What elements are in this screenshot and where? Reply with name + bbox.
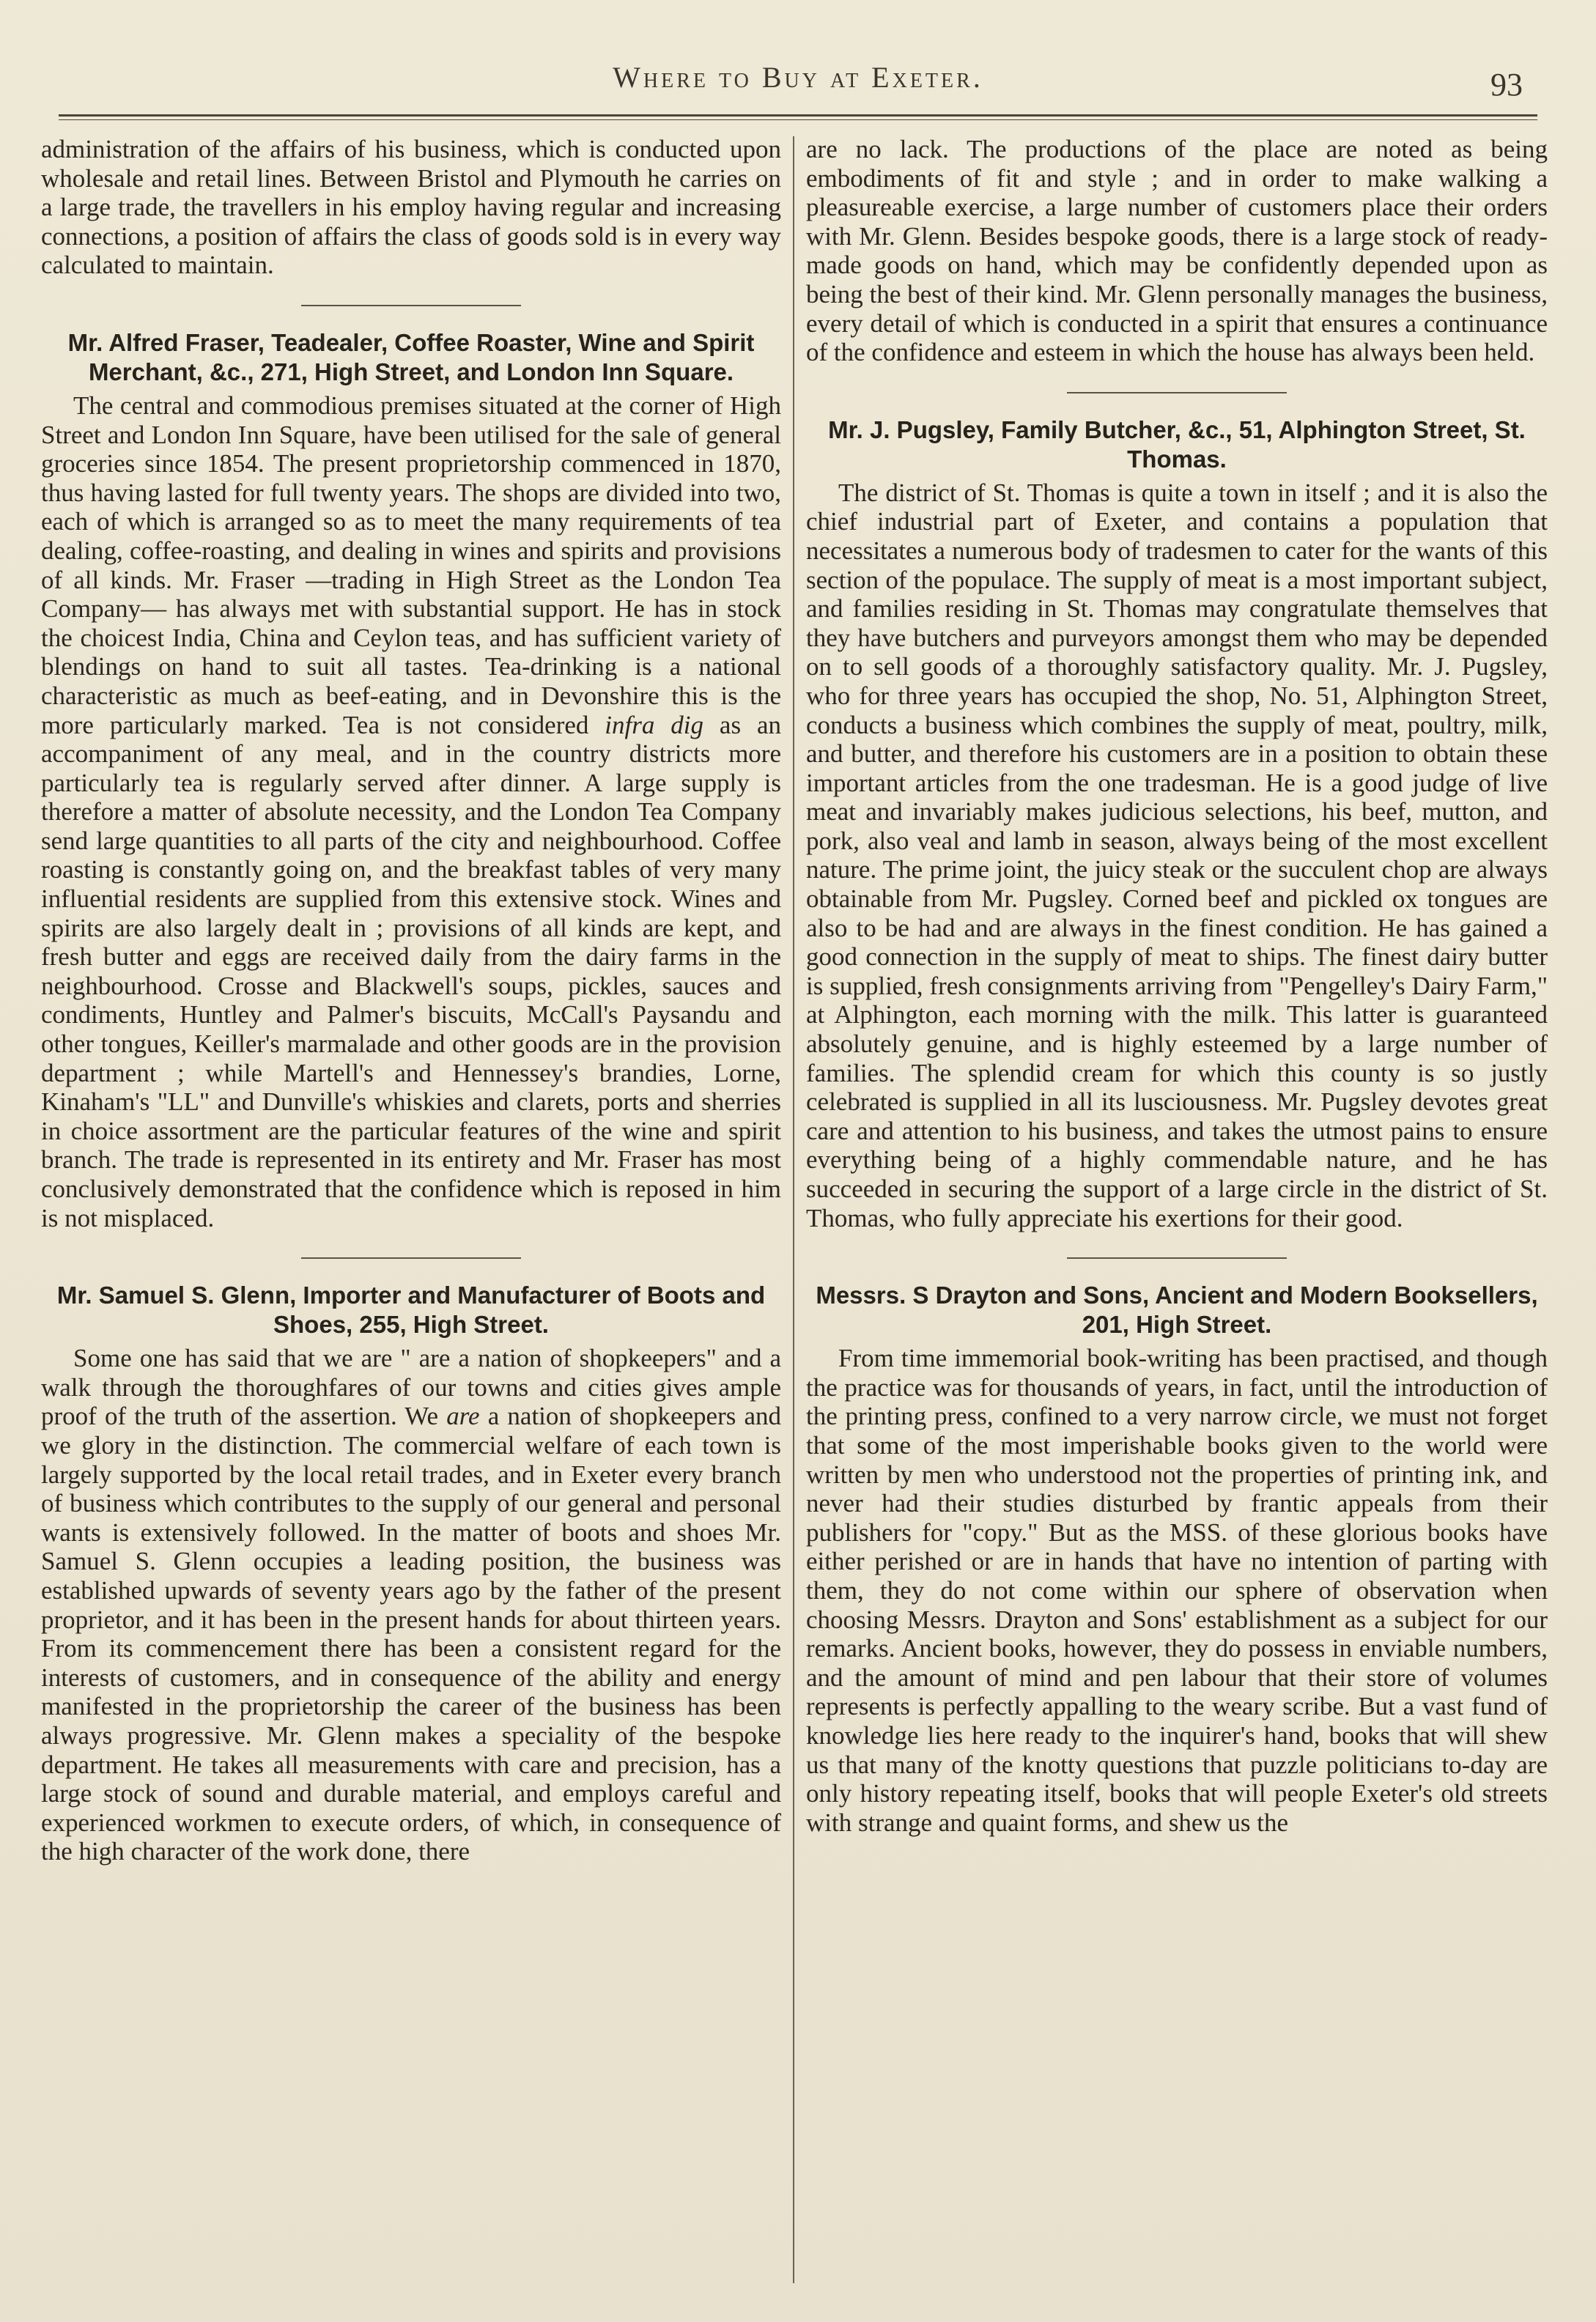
glenn-body-part2: a nation of shopkeepers and we glory in the distinction. The commercial welfare of each town is largely supported by the local retail trades, and in Exeter every branch of business which contributes to the supply of our general and personal wants is extensively followed. In the matter of boots and shoes Mr. Samuel S. Glenn occupies a leading position, the business was established upwards of seventy years ago by the father of the present proprietor, and it has been in the present hands for about thirteen years. From its commencement there has been a consistent regard for the interests of customers, and in consequence of the ability and energy manifested in the proprietorship the career of the business has been always progressive. Mr. Glenn makes a speciality of the bespoke department. He takes all measurements with care and precision, has a large stock of sound and durable material, and employs careful and experienced workmen to execute orders, of which, in consequence of the high character of the work done, there [41, 1402, 782, 1866]
fraser-body-part2: as an accompaniment of any meal, and in the country districts more particularly tea is regularly served after dinner. A large supply is therefore a matter of absolute necessity, and the London Tea Company send large quantities to all parts of the city and neighbourhood. Coffee roasting is constantly going on, and the breakfast tables of very many influential residents are supplied from this extensive stock. Wines and spirits are also largely dealt in ; provisions of all kinds are kept, and fresh butter and eggs are received daily from the dairy farms in the neighbourhood. Crosse and Blackwell's soups, pickles, sauces and condiments, Huntley and Palmer's biscuits, McCall's Paysandu and other tongues, Keiller's marmalade and other goods are in the provision department ; while Martell's and Hennessey's brandies, Lorne, Kinaham's "LL" and Dunville's whiskies and clarets, ports and sherries in choice assortment are the particular features of the wine and spirit branch. The trade is represented in its entirety and Mr. Fraser has most conclusively demonstrated that the confidence which is reposed in him is not misplaced. [41, 710, 781, 1232]
running-title: Where to Buy at Exeter. [613, 61, 983, 94]
fraser-body [41, 391, 781, 1232]
page-header [59, 53, 1537, 119]
glenn-continued-paragraph: are no lack. The productions of the place are noted as being embodiments of fit and style ; and in order to make walking a pleasureable exercise, a large number of customers place their orders with Mr. Glenn. Besides bespoke goods, there is a large stock of ready-made goods on hand, which may be confidently depended upon as being the best of their kind. Mr. Glenn personally manages the business, every detail of which is conducted in a spirit that ensures a continuance of the confidence and esteem in which the house has always been held. [806, 135, 1548, 367]
header-rule [59, 114, 1537, 120]
right-column [806, 135, 1548, 1837]
glenn-heading: Mr. Samuel S. Glenn, Importer and Manufacturer of Boots and Shoes, 255, High Street. [56, 1282, 766, 1339]
section-separator [1067, 392, 1287, 393]
section-separator [1067, 1257, 1287, 1259]
column-divider [793, 136, 794, 2283]
drayton-body: From time immemorial book-writing has been practised, and though the practice was for thousands of years, in fact, until the introduction of the printing press, confined to a very narrow circle, we must not forget that some of the most imperishable books given to the world were written by men who understood not the properties of printing ink, and never had their studies disturbed by frantic appeals from their publishers for "copy." But as the MSS. of these glorious books have either perished or are in hands that have no intention of parting with them, they do not come within our sphere of observation when choosing Messrs. Drayton and Sons' establishment as a subject for our remarks. Ancient books, however, they do possess in enviable numbers, and the amount of mind and pen labour that their store of volumes represents is perfectly appalling to the weary scribe. But a vast fund of knowledge lies here ready to the inquirer's hand, books that will shew us that many of the knotty questions that puzzle politicians to-day are only history repeating itself, books that will people Exeter's old streets with strange and quaint forms, and shew us the [806, 1344, 1548, 1837]
left-column [41, 135, 781, 1866]
pugsley-body: The district of St. Thomas is quite a town in itself ; and it is also the chief industrial part of Exeter, and contains a population that necessitates a numerous body of tradesmen to cater for the wants of this section of the populace. The supply of meat is a most important subject, and families residing in St. Thomas may congratulate themselves that they have butchers and purveyors amongst them who may be depended on to sell goods of a thoroughly satisfactory quality. Mr. J. Pugsley, who for three years has occupied the shop, No. 51, Alphington Street, conducts a business which combines the supply of meat, poultry, milk, and butter, and therefore his customers are in a position to obtain these important articles from the one tradesman. He is a good judge of live meat and invariably makes judicious selections, his beef, mutton, and pork, also veal and lamb in season, always being of the most excellent nature. The prime joint, the juicy steak or the succulent chop are always obtainable from Mr. Pugsley. Corned beef and pickled ox tongues are also to be had and are always in the finest condition. He has gained a good connection in the supply of meat to ships. The finest dairy butter is supplied, fresh consignments arriving from "Pengelley's Dairy Farm," at Alphington, each morning with the milk. This latter is guaranteed absolutely genuine, and is highly esteemed by a large number of families. The splendid cream for which this county is so justly celebrated is supplied in all its lusciousness. Mr. Pugsley devotes great care and attention to his business, and takes the utmost pains to ensure everything being of a highly commendable nature, and he has succeeded in securing the support of a large circle in the district of St. Thomas, who fully appreciate his exertions for their good. [806, 478, 1548, 1232]
section-separator [301, 1257, 521, 1259]
fraser-body-part1: The central and commodious premises situated at the corner of High Street and London Inn Square, have been utilised for the sale of general groceries since 1854. The present proprietorship commenced in 1870, thus having lasted for full twenty years. The shops are divided into two, each of which is arranged so as to meet the many requirements of tea dealing, coffee-roasting, and dealing in wines and spirits and provisions of all kinds. Mr. Fraser —trading in High Street as the London Tea Company— has always met with substantial support. He has in stock the choicest India, China and Ceylon teas, and has sufficient variety of blendings on hand to suit all tastes. Tea-drinking is a national characteristic as much as beef-eating, and in Devonshire this is the more particularly marked. Tea is not considered [41, 391, 781, 739]
page-number: 93 [1490, 67, 1523, 103]
section-separator [301, 305, 521, 306]
glenn-body [41, 1344, 781, 1866]
glenn-body-italic: are [446, 1402, 480, 1431]
pugsley-heading: Mr. J. Pugsley, Family Butcher, &c., 51, Alphington Street, St. Thomas. [828, 415, 1526, 473]
fraser-body-italic: infra dig [605, 710, 703, 739]
continuation-paragraph: administration of the affairs of his business, which is conducted upon wholesale and retail lines. Between Bristol and Plymouth he carries on a large trade, the travellers in his employ having regular and increasing connections, a position of affairs the class of goods sold is in every way calculated to maintain. [41, 135, 781, 280]
fraser-heading: Mr. Alfred Fraser, Teadealer, Coffee Roaster, Wine and Spirit Merchant, &c., 271, High Street, and London Inn Square. [67, 328, 755, 385]
drayton-heading: Messrs. S Drayton and Sons, Ancient and Modern Booksellers, 201, High Street. [816, 1282, 1538, 1339]
glenn-body-part1: Some one has said that we are " are a nation of shopkeepers" and a walk through the thoroughfares of our towns and cities gives ample proof of the truth of the assertion. We [41, 1344, 781, 1431]
